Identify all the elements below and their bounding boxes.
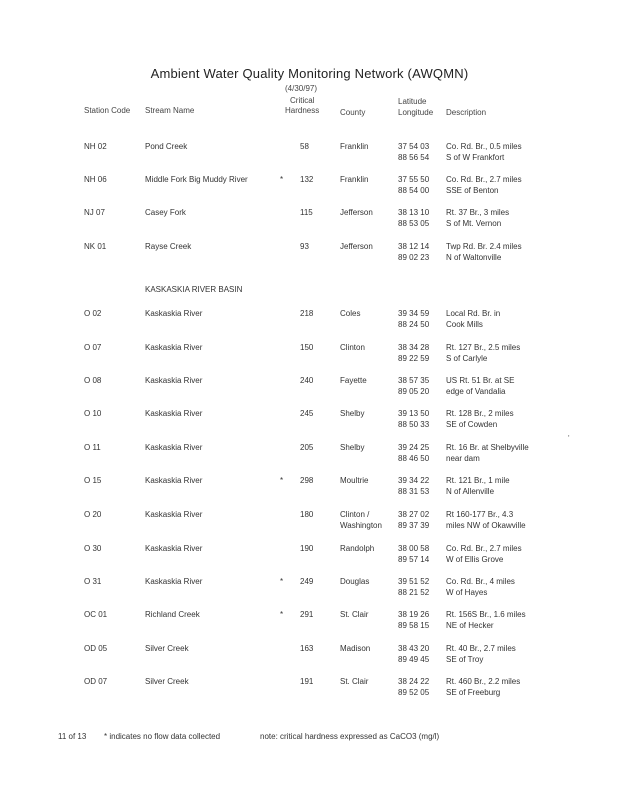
- longitude: 88 56 54: [398, 153, 430, 162]
- latitude: 39 34 59: [398, 309, 430, 318]
- longitude: 89 52 05: [398, 688, 430, 697]
- section-label: KASKASKIA RIVER BASIN: [145, 285, 243, 294]
- station-code: O 08: [84, 376, 102, 385]
- critical-hardness: 191: [300, 677, 314, 686]
- longitude: 89 58 15: [398, 621, 430, 630]
- station-code: O 20: [84, 510, 102, 519]
- latitude: 39 34 22: [398, 476, 430, 485]
- county: St. Clair: [340, 677, 369, 686]
- station-code: OD 07: [84, 677, 108, 686]
- description-line2: NE of Hecker: [446, 621, 494, 630]
- description-line2: SE of Cowden: [446, 420, 498, 429]
- stream-name: Kaskaskia River: [145, 309, 203, 318]
- header-latitude: Latitude: [398, 97, 427, 106]
- stream-name: Rayse Creek: [145, 242, 192, 251]
- station-code: NH 02: [84, 142, 107, 151]
- description-line2: Cook Mills: [446, 320, 483, 329]
- header-hardness-line2: Hardness: [285, 106, 320, 115]
- critical-hardness: 249: [300, 577, 314, 586]
- critical-hardness: 180: [300, 510, 314, 519]
- station-code: O 10: [84, 409, 102, 418]
- description: Rt 160-177 Br., 4.3: [446, 510, 514, 519]
- county: Shelby: [340, 443, 365, 452]
- longitude: 89 49 45: [398, 655, 430, 664]
- description-line2: N of Waltonville: [446, 253, 502, 262]
- critical-hardness: 163: [300, 644, 314, 653]
- description: Rt. 127 Br., 2.5 miles: [446, 343, 521, 352]
- county: Fayette: [340, 376, 367, 385]
- latitude: 38 27 02: [398, 510, 430, 519]
- header-longitude: Longitude: [398, 108, 434, 117]
- scan-speck: ': [568, 434, 570, 443]
- description: Rt. 156S Br., 1.6 miles: [446, 610, 526, 619]
- critical-hardness: 115: [300, 208, 313, 217]
- longitude: 88 50 33: [398, 420, 430, 429]
- station-code: O 15: [84, 476, 102, 485]
- latitude: 38 12 14: [398, 242, 430, 251]
- critical-hardness: 240: [300, 376, 314, 385]
- critical-hardness: 218: [300, 309, 314, 318]
- description-line2: S of Mt. Vernon: [446, 219, 502, 228]
- longitude: 88 53 05: [398, 219, 430, 228]
- longitude: 88 24 50: [398, 320, 430, 329]
- latitude: 38 34 28: [398, 343, 430, 352]
- stream-name: Kaskaskia River: [145, 476, 203, 485]
- county-line2: Washington: [340, 521, 382, 530]
- latitude: 38 13 10: [398, 208, 430, 217]
- description-line2: N of Allenville: [446, 487, 495, 496]
- no-flow-flag: *: [280, 610, 284, 619]
- stream-name: Silver Creek: [145, 644, 189, 653]
- description-line2: SE of Troy: [446, 655, 484, 664]
- station-code: O 07: [84, 343, 102, 352]
- page-title: Ambient Water Quality Monitoring Network (AWQMN): [150, 66, 469, 81]
- header-hardness-line1: Critical: [290, 96, 315, 105]
- latitude: 38 24 22: [398, 677, 430, 686]
- header-county: County: [340, 108, 366, 117]
- station-code: O 31: [84, 577, 102, 586]
- station-code: OD 05: [84, 644, 108, 653]
- description: Co. Rd. Br., 0.5 miles: [446, 142, 522, 151]
- critical-hardness: 93: [300, 242, 309, 251]
- header-description: Description: [446, 108, 487, 117]
- county: Coles: [340, 309, 361, 318]
- description-line2: near dam: [446, 454, 480, 463]
- stream-name: Middle Fork Big Muddy River: [145, 175, 248, 184]
- longitude: 89 22 59: [398, 354, 430, 363]
- description-line2: W of Ellis Grove: [446, 555, 504, 564]
- critical-hardness: 190: [300, 544, 314, 553]
- description-line2: W of Hayes: [446, 588, 488, 597]
- no-flow-flag: *: [280, 175, 284, 184]
- latitude: 38 43 20: [398, 644, 430, 653]
- county: Randolph: [340, 544, 375, 553]
- footer-legend: * indicates no flow data collected: [104, 732, 221, 741]
- description: Co. Rd. Br., 4 miles: [446, 577, 515, 586]
- latitude: 38 57 35: [398, 376, 430, 385]
- station-code: OC 01: [84, 610, 108, 619]
- county: St. Clair: [340, 610, 369, 619]
- footer-page: 11 of 13: [58, 732, 87, 741]
- description: Rt. 121 Br., 1 mile: [446, 476, 510, 485]
- county: Jefferson: [340, 208, 373, 217]
- stream-name: Kaskaskia River: [145, 544, 203, 553]
- description-line2: S of Carlyle: [446, 354, 488, 363]
- critical-hardness: 298: [300, 476, 314, 485]
- critical-hardness: 58: [300, 142, 309, 151]
- description: Rt. 16 Br. at Shelbyville: [446, 443, 529, 452]
- stream-name: Kaskaskia River: [145, 343, 203, 352]
- description: Twp Rd. Br. 2.4 miles: [446, 242, 522, 251]
- description: Co. Rd. Br., 2.7 miles: [446, 175, 522, 184]
- station-code: NJ 07: [84, 208, 105, 217]
- county: Douglas: [340, 577, 370, 586]
- station-code: NK 01: [84, 242, 107, 251]
- stream-name: Casey Fork: [145, 208, 186, 217]
- longitude: 89 05 20: [398, 387, 430, 396]
- stream-name: Kaskaskia River: [145, 577, 203, 586]
- footer-note: note: critical hardness expressed as CaCO3 (mg/l): [260, 732, 440, 741]
- latitude: 39 13 50: [398, 409, 430, 418]
- description-line2: SSE of Benton: [446, 186, 499, 195]
- description: Co. Rd. Br., 2.7 miles: [446, 544, 522, 553]
- station-code: O 11: [84, 443, 101, 452]
- critical-hardness: 245: [300, 409, 314, 418]
- header-stream-name: Stream Name: [145, 106, 195, 115]
- longitude: 88 21 52: [398, 588, 430, 597]
- latitude: 38 00 58: [398, 544, 430, 553]
- description: Rt. 128 Br., 2 miles: [446, 409, 514, 418]
- header-station-code: Station Code: [84, 106, 131, 115]
- longitude: 89 57 14: [398, 555, 430, 564]
- county: Jefferson: [340, 242, 373, 251]
- stream-name: Richland Creek: [145, 610, 200, 619]
- station-code: O 02: [84, 309, 102, 318]
- description: US Rt. 51 Br. at SE: [446, 376, 515, 385]
- critical-hardness: 291: [300, 610, 314, 619]
- stream-name: Kaskaskia River: [145, 409, 203, 418]
- description: Rt. 37 Br., 3 miles: [446, 208, 510, 217]
- description: Rt. 460 Br., 2.2 miles: [446, 677, 521, 686]
- station-code: O 30: [84, 544, 102, 553]
- description: Rt. 40 Br., 2.7 miles: [446, 644, 516, 653]
- critical-hardness: 132: [300, 175, 314, 184]
- latitude: 39 24 25: [398, 443, 430, 452]
- critical-hardness: 150: [300, 343, 314, 352]
- latitude: 38 19 26: [398, 610, 430, 619]
- description-line2: edge of Vandalia: [446, 387, 506, 396]
- longitude: 89 37 39: [398, 521, 430, 530]
- stream-name: Pond Creek: [145, 142, 188, 151]
- county: Franklin: [340, 175, 369, 184]
- report-date: (4/30/97): [285, 84, 318, 93]
- stream-name: Kaskaskia River: [145, 510, 203, 519]
- county: Franklin: [340, 142, 369, 151]
- description-line2: miles NW of Okawville: [446, 521, 526, 530]
- longitude: 88 46 50: [398, 454, 430, 463]
- longitude: 89 02 23: [398, 253, 430, 262]
- stream-name: Kaskaskia River: [145, 443, 203, 452]
- critical-hardness: 205: [300, 443, 314, 452]
- no-flow-flag: *: [280, 577, 284, 586]
- longitude: 88 54 00: [398, 186, 430, 195]
- county: Madison: [340, 644, 371, 653]
- stream-name: Kaskaskia River: [145, 376, 203, 385]
- description-line2: SE of Freeburg: [446, 688, 501, 697]
- no-flow-flag: *: [280, 476, 284, 485]
- latitude: 39 51 52: [398, 577, 430, 586]
- stream-name: Silver Creek: [145, 677, 189, 686]
- county: Moultrie: [340, 476, 369, 485]
- county: Clinton: [340, 343, 365, 352]
- station-code: NH 06: [84, 175, 107, 184]
- latitude: 37 54 03: [398, 142, 430, 151]
- county: Shelby: [340, 409, 365, 418]
- county: Clinton /: [340, 510, 370, 519]
- description: Local Rd. Br. in: [446, 309, 501, 318]
- description-line2: S of W Frankfort: [446, 153, 505, 162]
- longitude: 88 31 53: [398, 487, 430, 496]
- latitude: 37 55 50: [398, 175, 430, 184]
